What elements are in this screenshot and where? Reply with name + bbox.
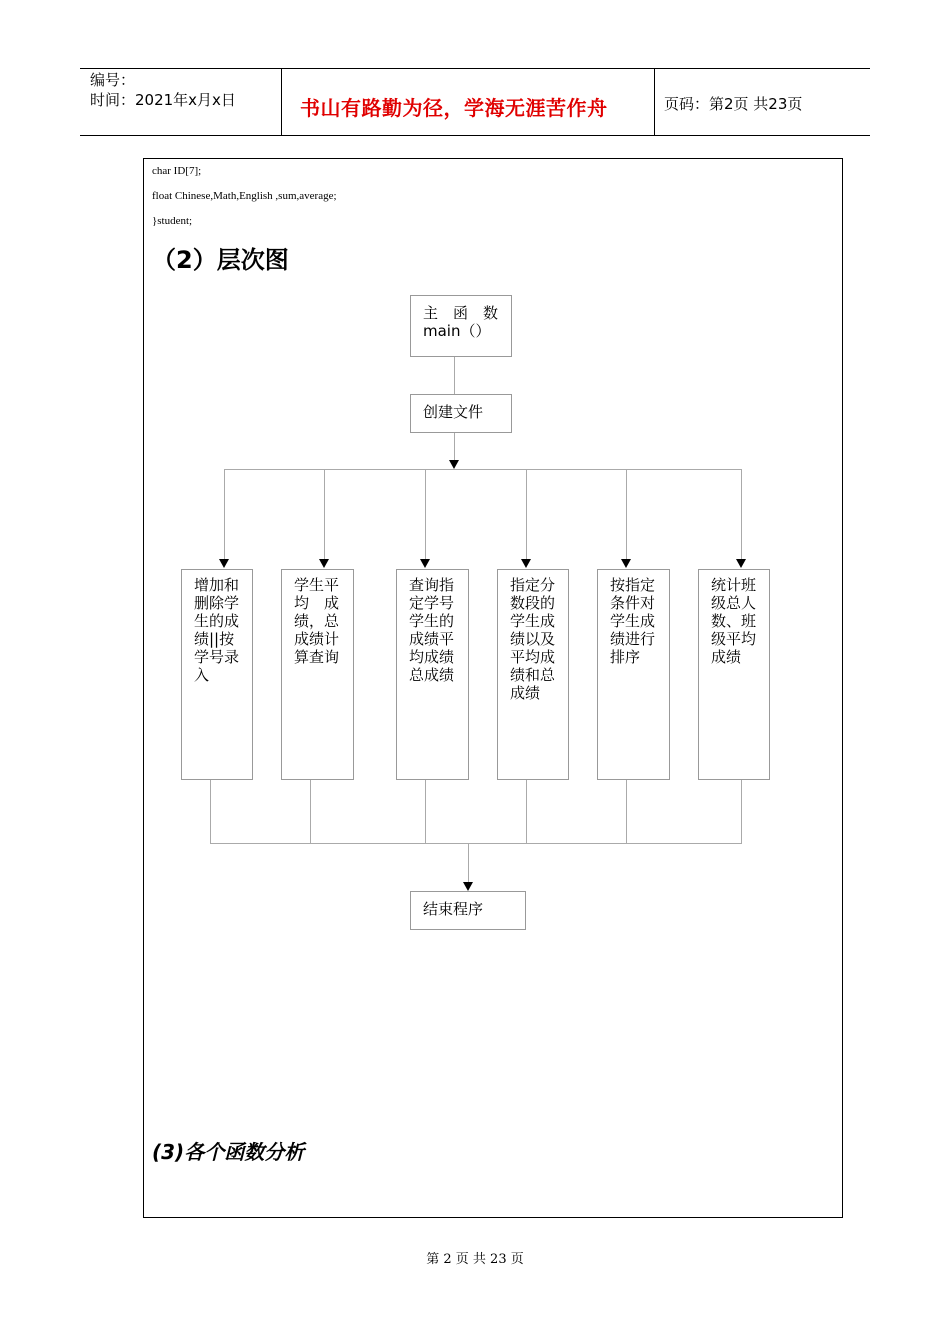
connector — [454, 357, 455, 394]
header-top-rule — [80, 68, 870, 69]
header-divider — [281, 68, 282, 136]
page-footer: 第 2 页 共 23 页 — [426, 1252, 524, 1267]
end-program-box: 结束程序 — [410, 891, 526, 930]
connector — [425, 780, 426, 843]
arrow-down-icon — [463, 882, 473, 891]
arrow-down-icon — [521, 559, 531, 568]
header-bottom-rule — [80, 135, 870, 136]
module-box-score-range: 指定分数段的学生成绩以及平均成绩和总成绩 — [497, 569, 569, 780]
connector — [324, 469, 325, 559]
connector — [425, 469, 426, 559]
connector — [210, 843, 742, 844]
header-divider — [654, 68, 655, 136]
section-title: (3)各个函数分析 — [152, 1140, 305, 1164]
connector — [626, 469, 627, 559]
arrow-down-icon — [736, 559, 746, 568]
module-box-query-id: 查询指定学号学生的成绩平均成绩总成绩 — [396, 569, 469, 780]
connector — [224, 469, 225, 559]
connector — [210, 780, 211, 843]
module-box-average: 学生平均 成绩，总成绩计算查询 — [281, 569, 354, 780]
create-file-box: 创建文件 — [410, 394, 512, 433]
connector — [526, 469, 527, 559]
connector — [526, 780, 527, 843]
code-line: float Chinese,Math,English ,sum,average; — [152, 190, 337, 202]
connector — [741, 780, 742, 843]
connector — [626, 780, 627, 843]
connector — [741, 469, 742, 559]
module-box-add-delete: 增加和删除学生的成绩||按学号录入 — [181, 569, 253, 780]
arrow-down-icon — [420, 559, 430, 568]
arrow-down-icon — [621, 559, 631, 568]
time-label: 时间：2021年x月x日 — [90, 91, 236, 109]
section-title: （2）层次图 — [152, 246, 289, 274]
arrow-down-icon — [319, 559, 329, 568]
main-box-line: main（） — [423, 322, 491, 340]
page-info: 页码：第2页 共23页 — [664, 95, 803, 113]
motto: 书山有路勤为径，学海无涯苦作舟 — [300, 96, 608, 120]
connector — [454, 433, 455, 460]
arrow-down-icon — [449, 460, 459, 469]
main-function-box — [410, 295, 512, 357]
module-box-sort: 按指定条件对学生成绩进行排序 — [597, 569, 670, 780]
connector — [310, 780, 311, 843]
code-line: }student; — [152, 215, 193, 227]
main-box-line: 主 函 数 — [423, 304, 499, 322]
connector — [224, 469, 742, 470]
module-box-statistics: 统计班级总人数、班级平均成绩 — [698, 569, 770, 780]
serial-label: 编号： — [90, 71, 136, 89]
code-line: char ID[7]; — [152, 165, 202, 177]
connector — [468, 843, 469, 882]
arrow-down-icon — [219, 559, 229, 568]
